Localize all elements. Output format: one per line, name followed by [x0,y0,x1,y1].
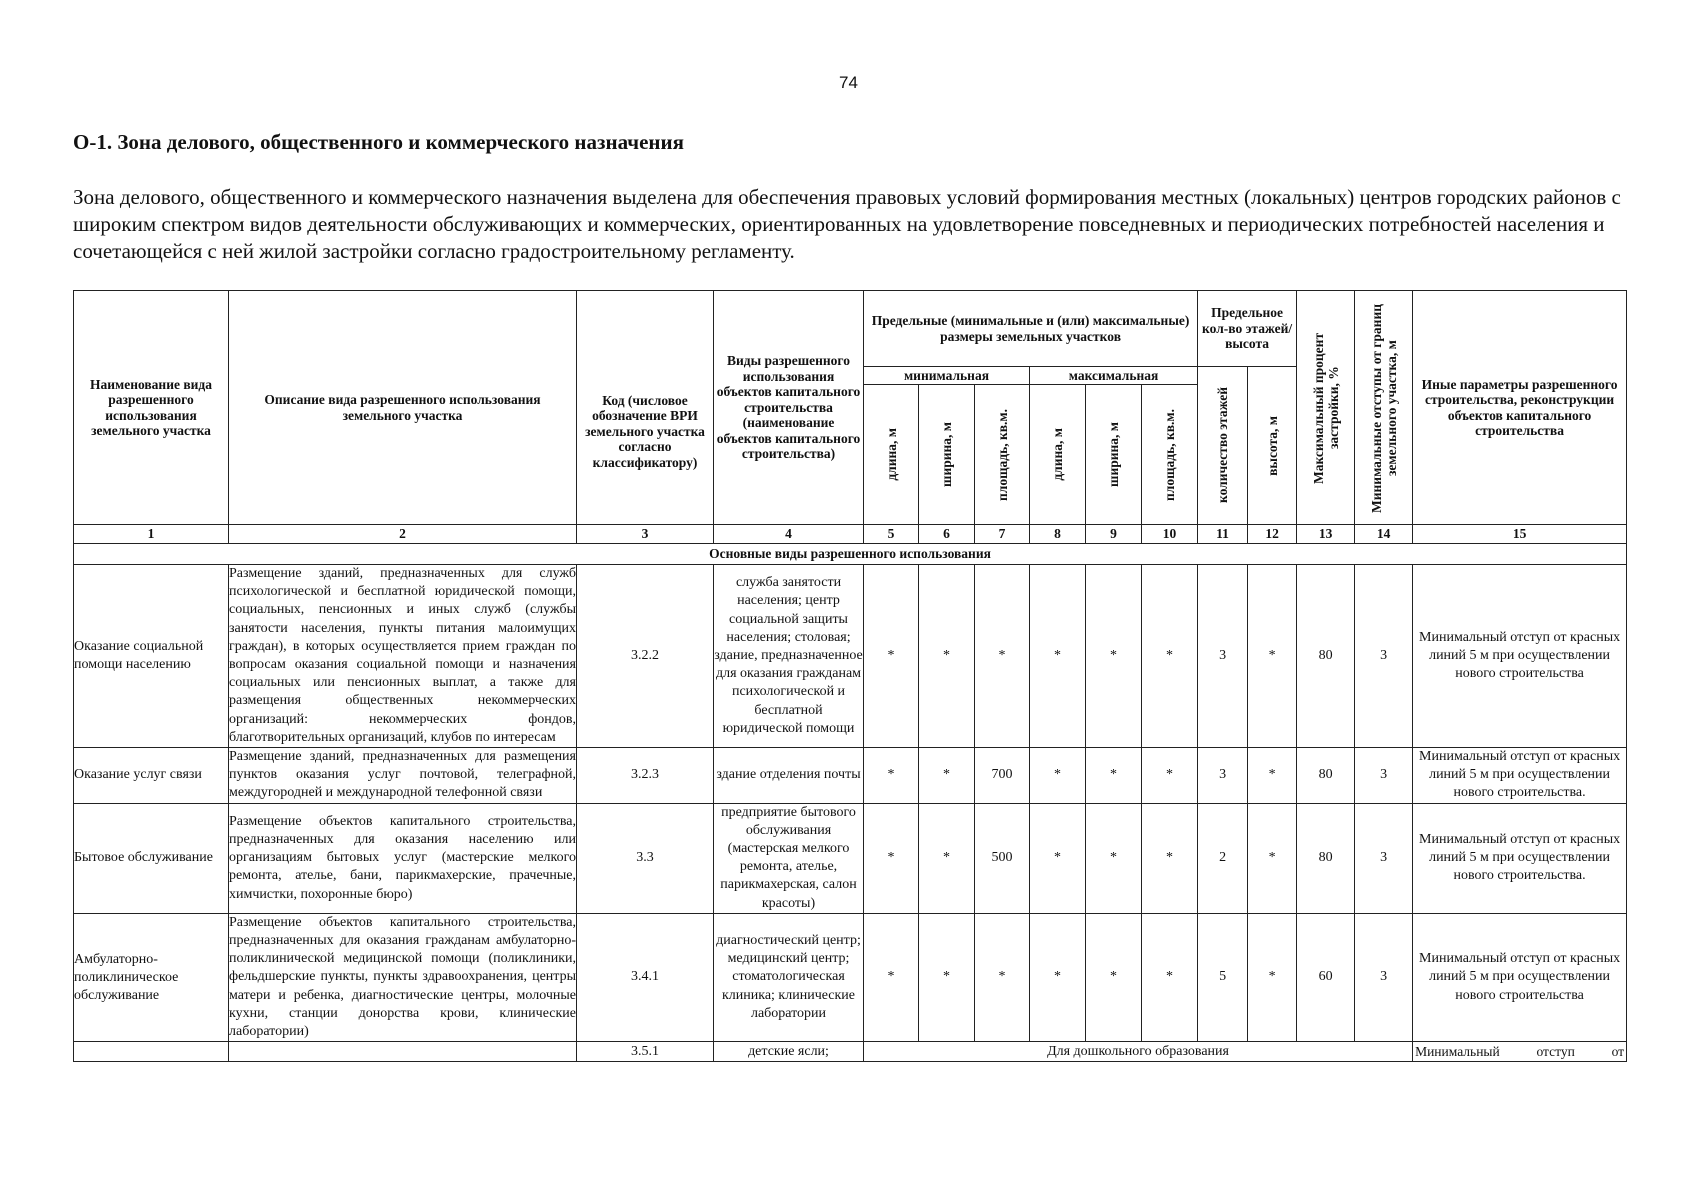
min-offset: 3 [1355,748,1413,804]
col-number: 15 [1413,525,1627,544]
max-width: * [1086,803,1142,913]
max-percent: 60 [1297,913,1355,1041]
header-description: Описание вида разрешенного использования земельного участка [229,291,577,525]
min-length: * [864,803,919,913]
use-name: Амбулаторно-поликлиническое обслуживание [74,913,229,1041]
max-width: * [1086,913,1142,1041]
min-offset: 3 [1355,913,1413,1041]
other-params: Минимальный отступ от [1413,1042,1627,1062]
min-length: * [864,748,919,804]
use-name: Бытовое обслуживание [74,803,229,913]
min-area: * [975,565,1030,748]
section-row [74,544,1627,565]
max-area: * [1142,803,1198,913]
col-number: 7 [975,525,1030,544]
max-percent: 80 [1297,748,1355,804]
other-params: Минимальный отступ от красных линий 5 м при осуществлении нового строительства [1413,565,1627,748]
table-row [74,803,1627,913]
header-min-length: длина, м [864,385,919,525]
header-objects: Виды разрешенного использования объектов капитального строительства (наименование объектов капитального строительства) [714,291,864,525]
use-objects: предприятие бытового обслуживания (мастерская мелкого ремонта, ателье, парикмахерская, салон красоты) [714,803,864,913]
header-max: максимальная [1030,367,1198,385]
header-max-width: ширина, м [1086,385,1142,525]
header-max-length: длина, м [1030,385,1086,525]
min-area: * [975,913,1030,1041]
other-params: Минимальный отступ от красных линий 5 м при осуществлении нового строительства. [1413,748,1627,804]
max-area: * [1142,565,1198,748]
floors: 3 [1198,748,1248,804]
header-name: Наименование вида разрешенного использования земельного участка [74,291,229,525]
col-number: 6 [919,525,975,544]
min-length: * [864,913,919,1041]
use-code: 3.4.1 [577,913,714,1041]
use-objects: детские ясли; [714,1042,864,1062]
header-floors: количество этажей [1198,367,1248,525]
header-code: Код (числовое обозначение ВРИ земельного участка согласно классификатору) [577,291,714,525]
use-description: Размещение объектов капитального строительства, предназначенных для оказания гражданам амбулаторно-поликлинической медицинской помощи (поликлиники, фельдшерские пункты, пункты здравоохранения, центры матери и ребенка, диагностические центры, молочные кухни, станции донорства крови, клинические лаборатории) [229,913,577,1041]
header-min-offset: Минимальные отступы от границ земельного участка, м [1355,291,1413,525]
table-row [74,748,1627,804]
page-number: 74 [839,73,858,92]
col-number: 2 [229,525,577,544]
min-offset: 3 [1355,803,1413,913]
col-number: 8 [1030,525,1086,544]
use-code: 3.5.1 [577,1042,714,1062]
use-description: Размещение объектов капитального строительства, предназначенных для оказания населению или организациям бытовых услуг (мастерские мелкого ремонта, ателье, бани, парикмахерские, прачечные, химчистки, похоронные бюро) [229,803,577,913]
max-width: * [1086,565,1142,748]
intro-paragraph: Зона делового, общественного и коммерческого назначения выделена для обеспечения правовых условий формирования местных (локальных) центров городских районов с широким спектром видов деятельности обслуживающих и коммерческих, ориентированных на удовлетворение повседневных и периодических потребностей населения и сочетающейся с ней жилой застройки согласно градостроительному регламенту. [73,185,1621,263]
col-number: 10 [1142,525,1198,544]
min-length: * [864,565,919,748]
col-number: 12 [1248,525,1297,544]
height: * [1248,565,1297,748]
use-code: 3.3 [577,803,714,913]
height: * [1248,913,1297,1041]
col-number: 3 [577,525,714,544]
max-percent: 80 [1297,565,1355,748]
max-length: * [1030,748,1086,804]
table-row-partial [74,1042,1627,1062]
floors: 2 [1198,803,1248,913]
use-code: 3.2.2 [577,565,714,748]
use-description [229,1042,577,1062]
section-heading: Основные виды разрешенного использования [74,544,1627,565]
header-plot-sizes: Предельные (минимальные и (или) максимальные) размеры земельных участков [864,291,1198,367]
max-area: * [1142,913,1198,1041]
height: * [1248,748,1297,804]
floors: 5 [1198,913,1248,1041]
use-description: Размещение зданий, предназначенных для размещения пунктов оказания услуг почтовой, телеграфной, междугородней и международной телефонной связи [229,748,577,804]
col-number: 4 [714,525,864,544]
merged-note: Для дошкольного образования [864,1042,1413,1062]
max-length: * [1030,913,1086,1041]
col-number: 11 [1198,525,1248,544]
col-number: 13 [1297,525,1355,544]
col-number: 1 [74,525,229,544]
use-description: Размещение зданий, предназначенных для служб психологической и бесплатной юридической помощи, социальных, пенсионных и иных служб (службы занятости населения, пункты питания малоимущих граждан), в которых осуществляется прием граждан по вопросам оказания социальной помощи и назначения социальных или пенсионных выплат, а также для размещения общественных некоммерческих организаций: некоммерческих фондов, благотворительных организаций, клубов по интересам [229,565,577,748]
other-params: Минимальный отступ от красных линий 5 м при осуществлении нового строительства [1413,913,1627,1041]
max-area: * [1142,748,1198,804]
header-min: минимальная [864,367,1030,385]
use-name [74,1042,229,1062]
min-width: * [919,748,975,804]
col-number: 5 [864,525,919,544]
regulation-table [73,290,1627,1062]
height: * [1248,803,1297,913]
header-floors-group: Предельное кол-во этажей/ высота [1198,291,1297,367]
column-numbers-row [74,525,1627,544]
min-offset: 3 [1355,565,1413,748]
use-name: Оказание услуг связи [74,748,229,804]
section-title: О-1. Зона делового, общественного и коммерческого назначения [73,130,684,154]
min-area: 700 [975,748,1030,804]
header-height: высота, м [1248,367,1297,525]
header-other: Иные параметры разрешенного строительства, реконструкции объектов капитального строительства [1413,291,1627,525]
floors: 3 [1198,565,1248,748]
use-code: 3.2.3 [577,748,714,804]
max-length: * [1030,565,1086,748]
table-row [74,565,1627,748]
max-width: * [1086,748,1142,804]
use-objects: здание отделения почты [714,748,864,804]
min-area: 500 [975,803,1030,913]
min-width: * [919,565,975,748]
other-params: Минимальный отступ от красных линий 5 м при осуществлении нового строительства. [1413,803,1627,913]
header-max-percent: Максимальный процент застройки, % [1297,291,1355,525]
use-objects: диагностический центр; медицинский центр; стоматологическая клиника; клинические лаборатории [714,913,864,1041]
table-row [74,913,1627,1041]
col-number: 14 [1355,525,1413,544]
col-number: 9 [1086,525,1142,544]
header-max-area: площадь, кв.м. [1142,385,1198,525]
min-width: * [919,913,975,1041]
max-percent: 80 [1297,803,1355,913]
header-min-area: площадь, кв.м. [975,385,1030,525]
header-min-width: ширина, м [919,385,975,525]
max-length: * [1030,803,1086,913]
use-name: Оказание социальной помощи населению [74,565,229,748]
min-width: * [919,803,975,913]
use-objects: служба занятости населения; центр социальной защиты населения; столовая; здание, предназначенное для оказания гражданам психологической и бесплатной юридической помощи [714,565,864,748]
